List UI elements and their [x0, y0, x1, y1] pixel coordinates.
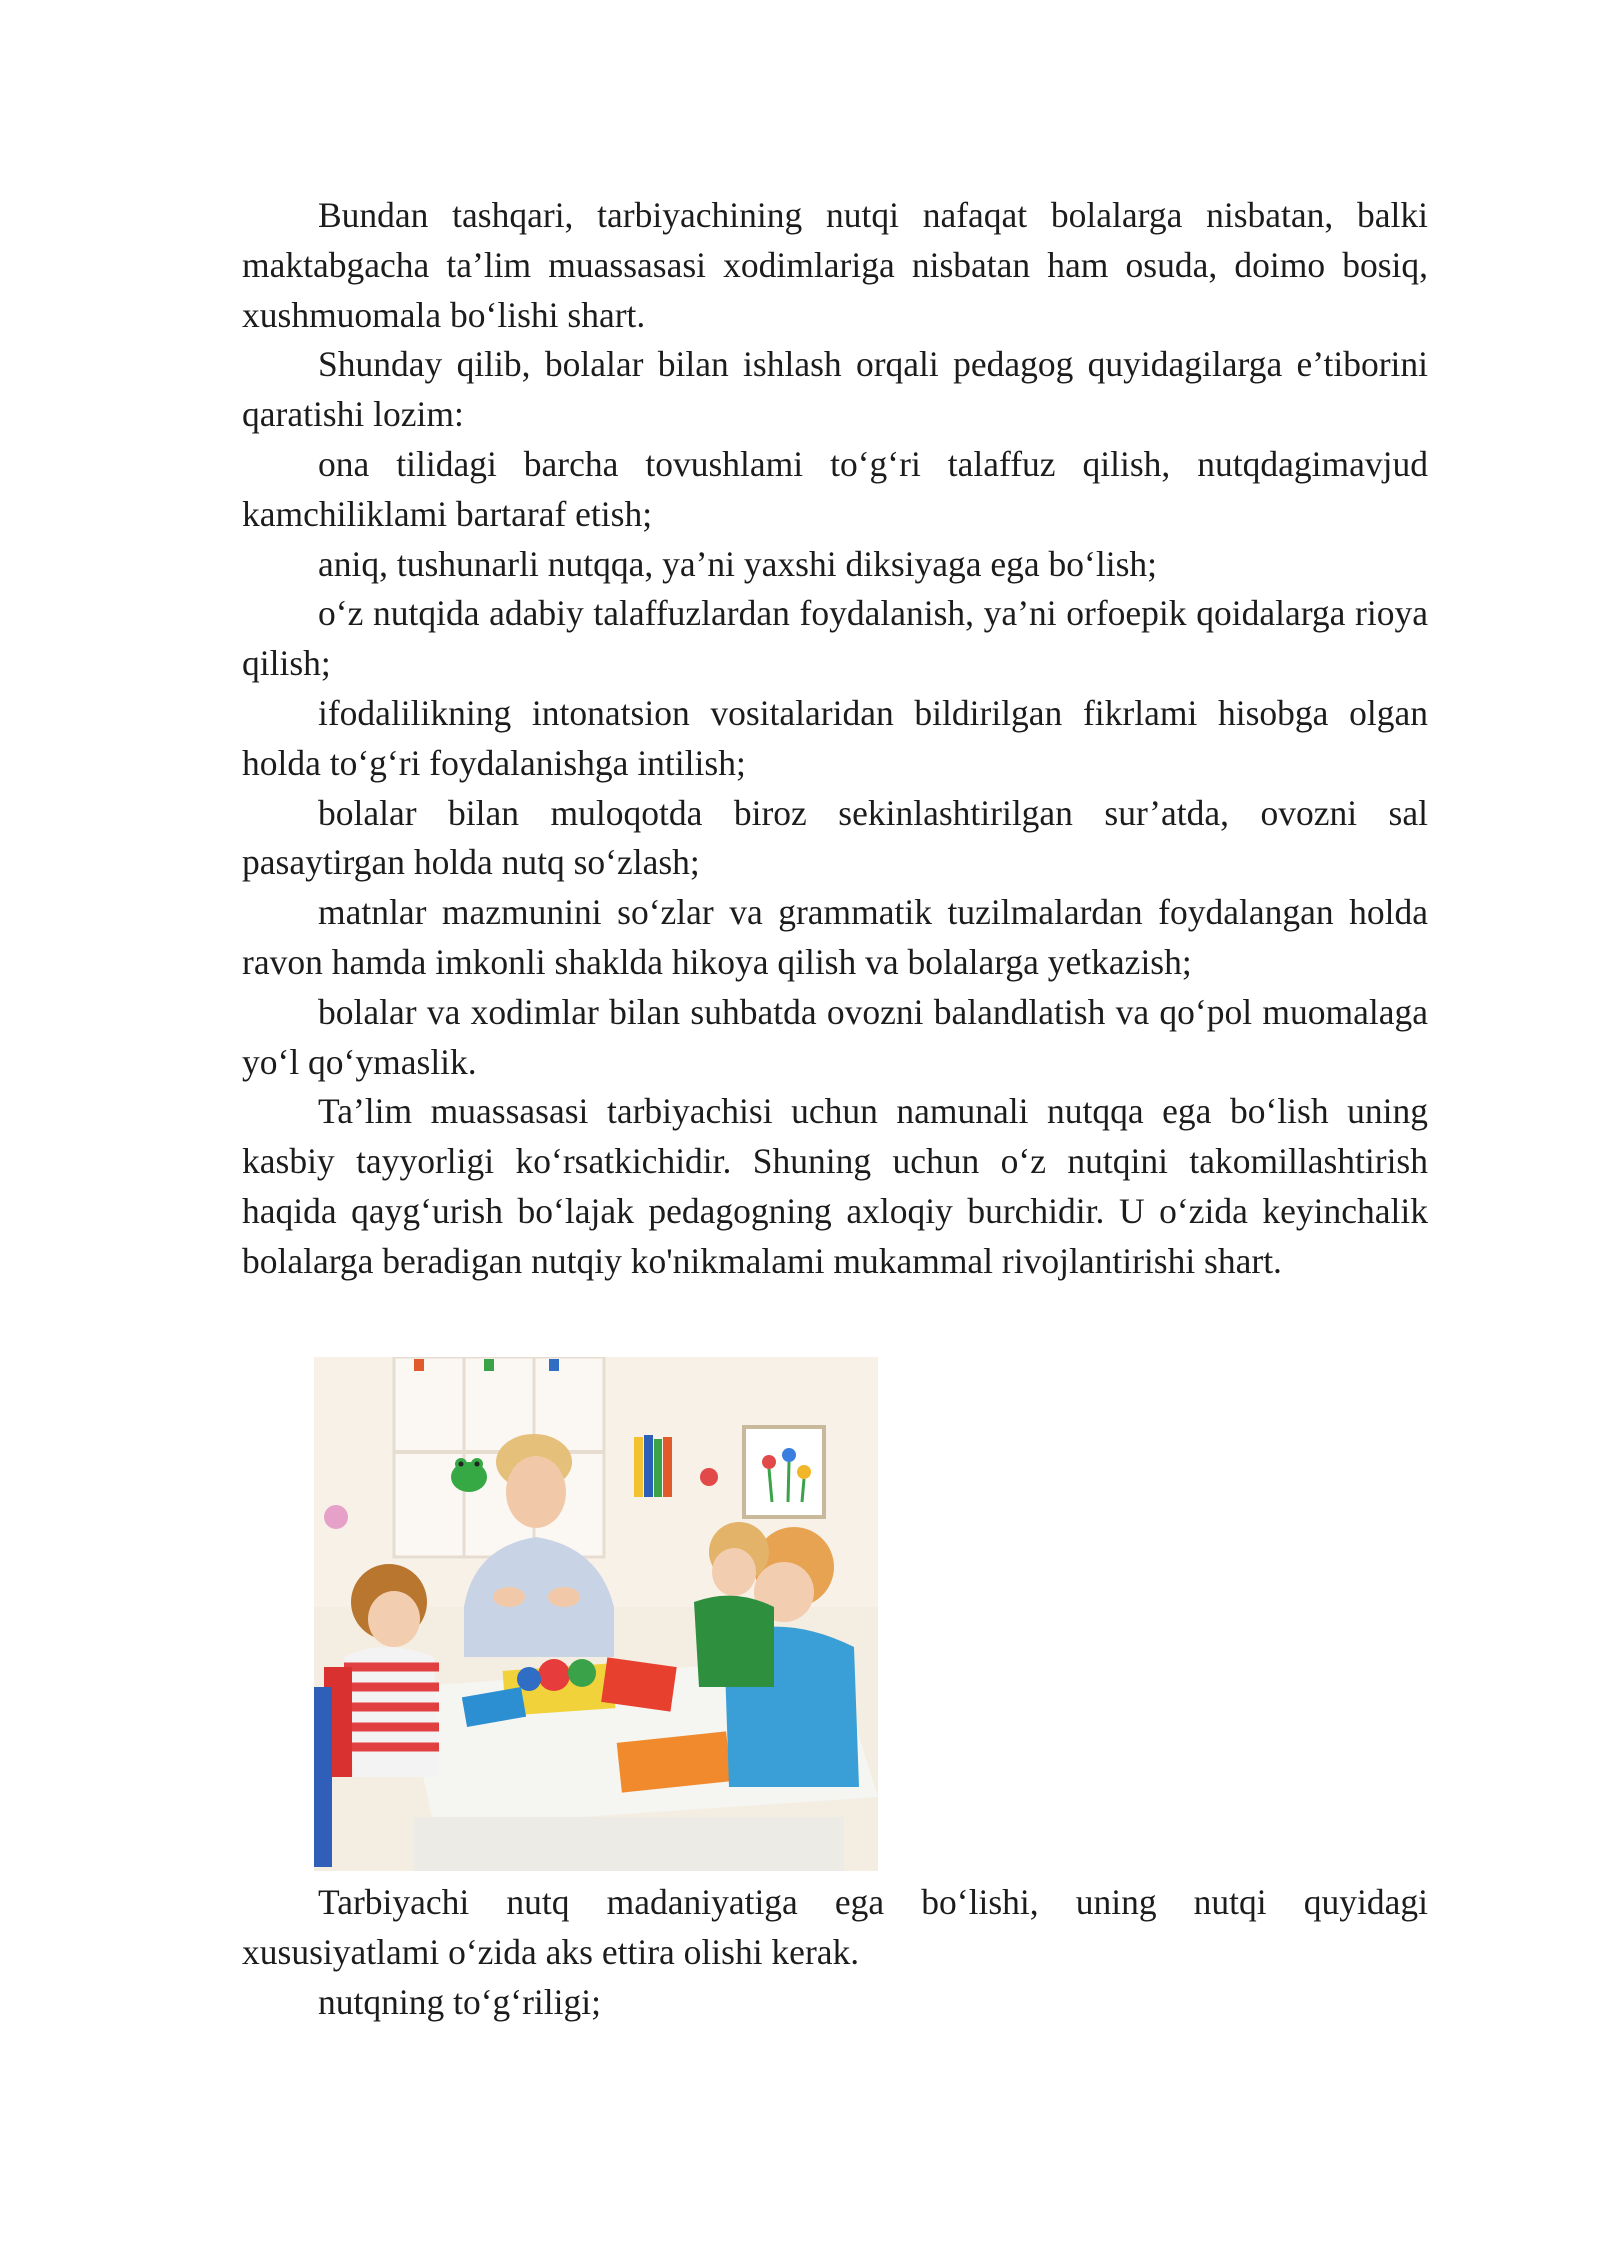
- paragraph: Ta’lim muassasasi tarbiyachisi uchun namunali nutqqa ega bo‘lish uning kasbiy tayyorligi ko‘rsatkichidir. Shuning uchun o‘z nutqini takomillashtirish haqida qayg‘urish bo‘lajak pedagogning axloqiy burchidir. U o‘zida keyinchalik bolalarga beradigan nutqiy ko'nikmalami mukammal rivojlantirishi shart.: [242, 1091, 1428, 1281]
- paragraph: Shunday qilib, bolalar bilan ishlash orqali pedagog quyidagilarga e’tiborini qaratishi lozim:: [242, 344, 1428, 435]
- paragraph: o‘z nutqida adabiy talaffuzlardan foydalanish, ya’ni orfoepik qoidalarga rioya qilish;: [242, 593, 1428, 684]
- classroom-photo-illustration: [314, 1357, 878, 1871]
- paragraph: ifodalilikning intonatsion vositalaridan bildirilgan fikrlami hisobga olgan holda to‘g‘ri foydalanishga intilish;: [242, 692, 1428, 783]
- text-block-bottom: [242, 1878, 1428, 2027]
- paragraph: Tarbiyachi nutq madaniyatiga ega bo‘lishi, uning nutqi quyidagi xususiyatlami o‘zida aks ettira olishi kerak.: [242, 1882, 1428, 1972]
- paragraph: matnlar mazmunini so‘zlar va grammatik tuzilmalardan foydalangan holda ravon hamda imkonli shaklda hikoya qilish va bolalarga yetkazish;: [242, 892, 1428, 982]
- paragraph: nutqning to‘g‘riligi;: [318, 1981, 601, 2022]
- classroom-photo: [314, 1357, 878, 1871]
- paragraph: bolalar va xodimlar bilan suhbatda ovozni balandlatish va qo‘pol muomalaga yo‘l qo‘ymaslik.: [242, 991, 1428, 1082]
- paragraph: Bundan tashqari, tarbiyachining nutqi nafaqat bolalarga nisbatan, balki maktabgacha ta’lim muassasasi xodimlariga nisbatan ham osuda, doimo bosiq, xushmuomala bo‘lishi shart.: [242, 195, 1428, 335]
- text-block-top: [242, 191, 1428, 1287]
- paragraph: bolalar bilan muloqotda biroz sekinlashtirilgan sur’atda, ovozni sal pasaytirgan holda nutq so‘zlash;: [242, 792, 1428, 883]
- paragraph: aniq, tushunarli nutqqa, ya’ni yaxshi diksiyaga ega bo‘lish;: [318, 543, 1158, 584]
- paragraph: ona tilidagi barcha tovushlami to‘g‘ri talaffuz qilish, nutqdagimavjud kamchiliklami bartaraf etish;: [242, 443, 1428, 534]
